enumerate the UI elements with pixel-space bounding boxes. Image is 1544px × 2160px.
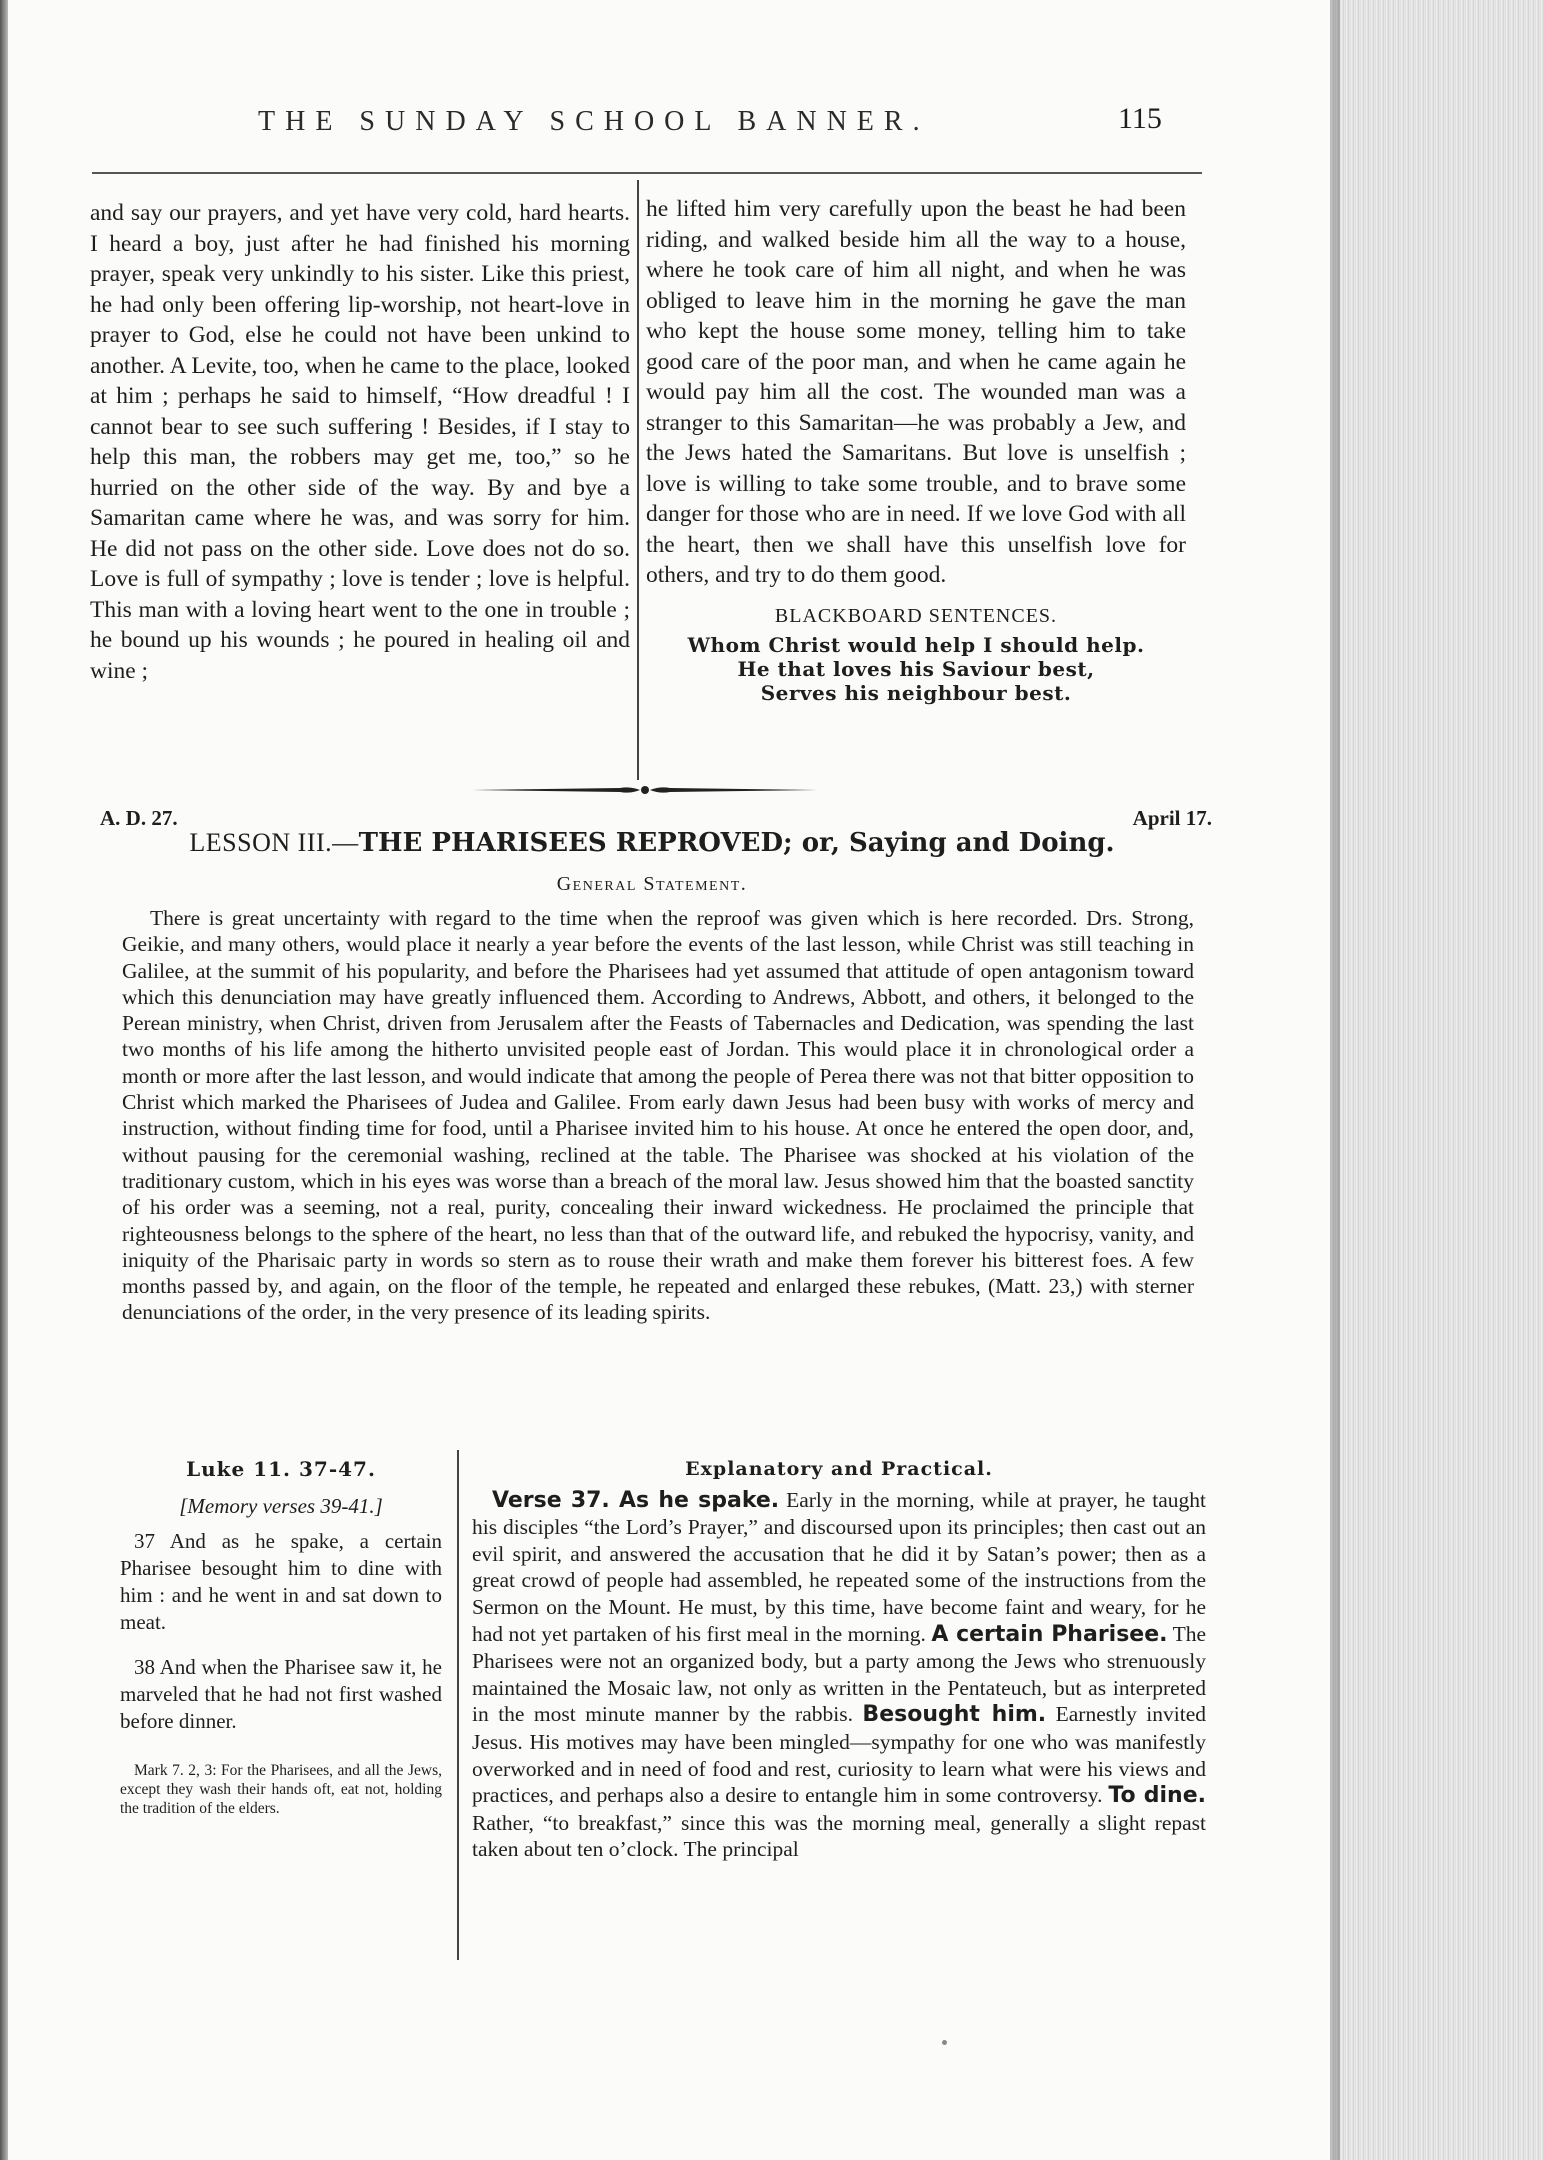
- explanation: Early in the morning, while at prayer, he taught his disciples “the Lord’s Prayer,” and discoursed upon its principles; then cast out an evil spirit, and answered the accusation that he did it by Satan’s power; then as a great crowd of people had assembled, he repeated some of the instructions from the Sermon on the Mount. He must, by this time, have become faint and weary, for he had not yet partaken of his first meal in the morning.: [472, 1487, 1206, 1646]
- explanation: Rather, “to breakfast,” since this was the morning meal, generally a slight repast taken about ten o’clock. The principal: [472, 1810, 1206, 1862]
- explanation: The Pharisees were not an organized body, but a party among the Jews who strenuously maintained the Mosaic law, not only as written in the Pentateuch, but as interpreted in the most minute manner by the rabbis.: [472, 1621, 1206, 1727]
- blackboard-title: BLACKBOARD SENTENCES.: [774, 604, 1058, 627]
- book-page-edges: [1330, 0, 1544, 2160]
- blackboard-sentence: He that loves his Saviour best,: [737, 657, 1095, 681]
- lesson-title: [92, 828, 1212, 858]
- general-statement-heading: General Statement.: [556, 873, 748, 895]
- lesson-label: LESSON III.—: [189, 828, 359, 857]
- lesson-subtitle: ; or, Saying and Doing.: [783, 828, 1115, 858]
- page-left-edge: [0, 0, 8, 2160]
- scripture-column: [120, 1456, 442, 1834]
- right-column: [646, 194, 1186, 705]
- running-head: THE SUNDAY SCHOOL BANNER.: [258, 106, 930, 137]
- explanatory-column: [472, 1456, 1206, 1863]
- keyword: Besought him.: [862, 1702, 1047, 1728]
- cross-reference: Mark 7. 2, 3: For the Pharisees, and all the Jews, except they wash their hands oft, eat not, holding the tradition of the elders.: [120, 1762, 442, 1817]
- column-divider: [637, 180, 639, 780]
- explanatory-heading: Explanatory and Practical.: [685, 1458, 993, 1480]
- scripture-divider: [457, 1450, 459, 1960]
- lesson-date: April 17.: [1132, 806, 1212, 830]
- keyword: A certain Pharisee.: [931, 1621, 1168, 1647]
- blackboard-sentence: Whom Christ would help I should help.: [687, 633, 1145, 657]
- verse-38: 38 And when the Pharisee saw it, he marveled that he had not first washed before dinner.: [120, 1655, 442, 1733]
- keyword: To dine.: [1108, 1783, 1206, 1809]
- print-speck: [942, 2040, 947, 2045]
- explanation: Earnestly invited Jesus. His motives may have been mingled—sympathy for one who was manifestly overworked and in need of food and rest, curiosity to learn what were his views and practices, and perhaps also a desire to entangle him in some controversy.: [472, 1702, 1206, 1808]
- lesson-title-bold: THE PHARISEES REPROVED: [358, 828, 784, 858]
- page-header: [88, 102, 1198, 152]
- memory-verses: [Memory verses 39-41.]: [179, 1494, 383, 1518]
- verse-37: 37 And as he spake, a certain Pharisee besought him to dine with him : and he went in and sat down to meat.: [120, 1529, 442, 1634]
- page-number: 115: [1118, 102, 1162, 135]
- right-column-text: he lifted him very carefully upon the beast he had been riding, and walked beside him all the way to a house, where he took care of him all night, and when he was obliged to leave him in the morning he gave the man who kept the house some money, telling him to take good care of the poor man, and when he came again he would pay him all the cost. The wounded man was a stranger to this Samaritan—he was probably a Jew, and the Jews hated the Samaritans. But love is unselfish ; love is willing to take some trouble, and to brave some danger for those who are in need. If we love God with all the heart, then we shall have this unselfish love for others, and try to do them good.: [646, 196, 1186, 588]
- left-column: [90, 198, 630, 686]
- left-column-text: and say our prayers, and yet have very cold, hard hearts. I heard a boy, just after he had finished his morning prayer, speak very unkindly to his sister. Like this priest, he had only been offering lip-worship, not heart-love in prayer to God, else he could not have been unkind to another. A Levite, too, when he came to the place, looked at him ; perhaps he said to himself, “How dreadful ! I cannot bear to see such suffering ! Besides, if I stay to help this man, the robbers may get me, too,” so he hurried on the other side of the way. By and bye a Samaritan came where he was, and was sorry for him. He did not pass on the other side. Love does not do so. Love is full of sympathy ; love is tender ; love is helpful. This man with a loving heart went to the one in trouble ; he bound up his wounds ; he poured in healing oil and wine ;: [90, 200, 630, 684]
- keyword: Verse 37. As he spake.: [492, 1487, 780, 1513]
- scripture-reference: Luke 11. 37-47.: [186, 1457, 376, 1481]
- blackboard-sentence: Serves his neighbour best.: [760, 681, 1072, 705]
- general-statement-body: [122, 905, 1194, 1326]
- explanatory-text: [472, 1487, 1206, 1863]
- general-statement-text: There is great uncertainty with regard to the time when the reproof was given which is here recorded. Drs. Strong, Geikie, and many others, would place it nearly a year before the events of the last lesson, while Christ was still teaching in Galilee, at the summit of his popularity, and before the Pharisees had yet assumed that attitude of open antagonism toward which this denunciation may have greatly influenced them. According to Andrews, Abbott, and others, it belonged to the Perean ministry, when Christ, driven from Jerusalem after the Feasts of Tabernacles and Dedication, was spending the last two months of his life among the hitherto unvisited people east of Jordan. This would place it in chronological order a month or more after the last lesson, and would indicate that among the people of Perea there was not that bitter opposition to Christ which marked the Pharisees of Judea and Galilee. From early dawn Jesus had been busy with works of mercy and instruction, without finding time for food, until a Pharisee invited him to his house. At once he entered the open door, and, without pausing for the ceremonial washing, reclined at the table. The Pharisee was shocked at his violation of the traditionary custom, which in his eyes was worse than a breach of the moral law. Jesus showed him that the boasted sanctity of his order was a seeming, not a real, purity, concealing their inward wickedness. He proclaimed the principle that righteousness belongs to the sphere of the heart, no less than that of the outward life, and rebuked the hypocrisy, vanity, and iniquity of the Pharisaic party in words so stern as to rouse their wrath and make them forever his bitterest foes. A few months passed by, and again, on the floor of the temple, he repeated and enlarged these rebukes, (Matt. 23,) with sterner denunciations of the order, in the very presence of its leading spirits.: [122, 906, 1194, 1325]
- header-rule: [92, 172, 1202, 174]
- ornament-divider: [470, 780, 820, 800]
- lesson-year: A. D. 27.: [100, 806, 178, 830]
